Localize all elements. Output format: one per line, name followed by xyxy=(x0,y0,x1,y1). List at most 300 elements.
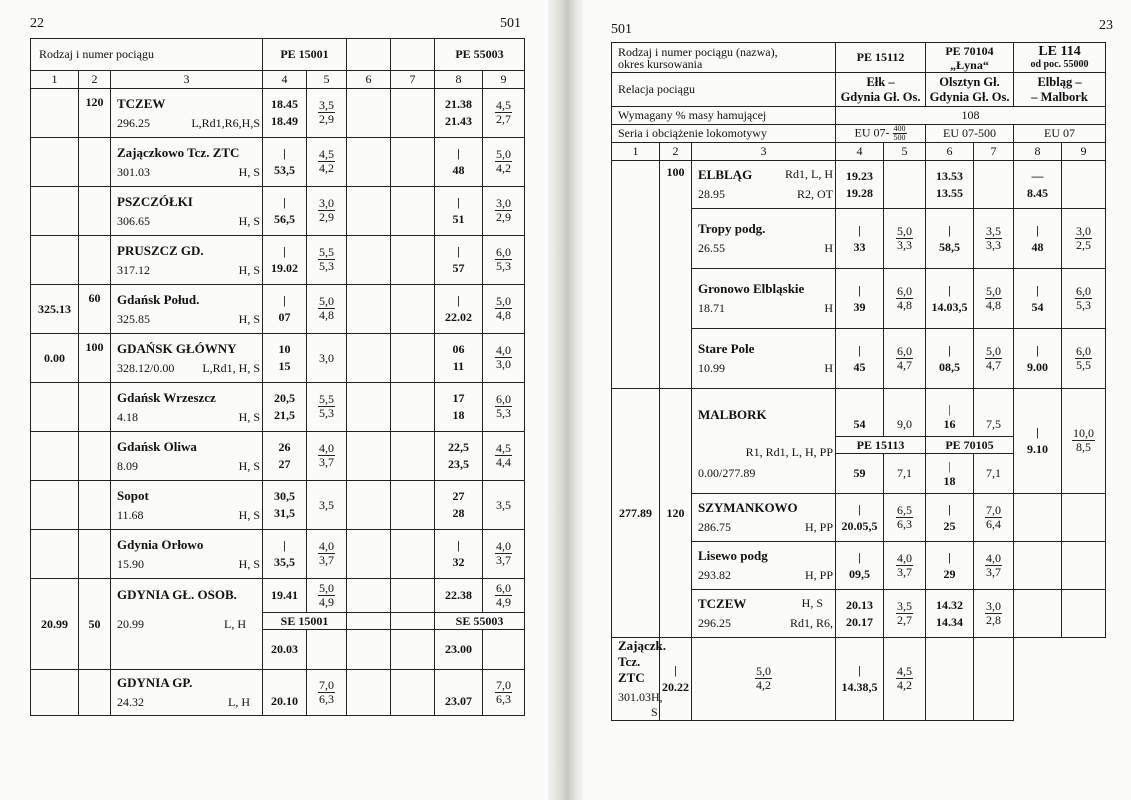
speed-cell xyxy=(79,236,111,285)
loco-1-load xyxy=(893,125,907,142)
train-a-arrival: 19.41 xyxy=(263,579,307,613)
column-number: 3 xyxy=(111,71,263,89)
runtime-fraction xyxy=(318,352,335,365)
train-3-time-arr: | xyxy=(1036,222,1039,237)
station-km: 306.65 xyxy=(117,213,150,228)
station-km: 18.71 xyxy=(698,301,725,315)
runtime-fraction-top: 3,0 xyxy=(496,196,512,210)
speed-cell xyxy=(79,138,111,187)
runtime-fraction-bottom: 2,9 xyxy=(496,210,512,224)
station-codes: H, S xyxy=(238,458,261,473)
runtime-fraction xyxy=(495,246,512,273)
train-b-times xyxy=(435,285,483,334)
station-name: GDYNIA GP. xyxy=(117,675,193,690)
train-b-times xyxy=(435,89,483,138)
station-km: 296.25 xyxy=(117,115,150,130)
train-b-time xyxy=(437,488,480,522)
station-row xyxy=(31,89,525,138)
train-a-times xyxy=(263,285,307,334)
station-km: 20.99 xyxy=(117,617,144,631)
column-number: 7 xyxy=(974,143,1014,161)
train-a-time xyxy=(265,145,304,179)
station-info xyxy=(698,361,833,376)
runtime-fraction-bottom: 5,3 xyxy=(496,406,512,420)
train-3-period: od poc. 55000 xyxy=(1030,58,1089,70)
train-1-time-dep: 09,5 xyxy=(849,566,870,581)
empty-cell xyxy=(391,481,435,530)
speed-cell xyxy=(79,383,111,432)
continuation-train-1: PE 15113 xyxy=(836,437,926,454)
train-2-runtime xyxy=(974,494,1014,542)
speed-cell: 120 xyxy=(79,89,111,138)
train-2-time-dep: 14.34 xyxy=(936,614,964,629)
train-a-times xyxy=(263,187,307,236)
column-number: 5 xyxy=(884,143,926,161)
train-2-time-arr: | xyxy=(948,222,951,237)
station-info xyxy=(117,617,260,632)
km-cell xyxy=(31,236,79,285)
runtime-fraction-top: 7,0 xyxy=(986,502,1002,517)
train-1-runtime xyxy=(884,494,926,542)
station-codes: L,Rd1, H, S xyxy=(202,360,261,375)
train-a-runtime xyxy=(307,285,347,334)
runtime-fraction-bottom: 6,3 xyxy=(897,516,912,531)
runtime-fraction xyxy=(1072,427,1095,454)
runtime-fraction xyxy=(318,499,335,512)
station-row xyxy=(31,138,525,187)
column-number: 2 xyxy=(79,71,111,89)
empty-cell xyxy=(347,613,391,630)
train-2-time xyxy=(928,549,971,583)
runtime-fraction-top: 5,0 xyxy=(986,283,1002,298)
loco-1-load-bottom: 500 xyxy=(893,133,906,142)
runtime-fraction xyxy=(318,582,335,609)
train-b-times xyxy=(435,138,483,187)
train-2-time xyxy=(928,597,971,631)
runtime-fraction-top: 4,0 xyxy=(319,539,335,553)
station-title-line xyxy=(698,548,833,564)
train-1-arrival: 54 xyxy=(836,389,884,437)
runtime-fraction-bottom: 3,3 xyxy=(986,237,1002,252)
pass-mark: | xyxy=(948,458,951,473)
km-cell xyxy=(31,670,79,716)
train-1-time xyxy=(838,282,881,316)
speed-cell xyxy=(79,481,111,530)
left-timetable xyxy=(30,38,525,716)
station-cell xyxy=(111,579,263,670)
train-a-runtime xyxy=(307,530,347,579)
relation-row xyxy=(612,73,1106,107)
runtime-fraction-top: 3,0 xyxy=(986,598,1002,613)
runtime-fraction xyxy=(495,99,512,126)
relation-3 xyxy=(1014,73,1106,107)
empty-cell xyxy=(1014,494,1062,542)
empty-cell xyxy=(1062,542,1106,590)
train-b-time-arr: 06 xyxy=(452,342,465,356)
train-b-time xyxy=(437,390,480,424)
train-a-time xyxy=(265,243,304,277)
runtime-fraction-bottom: 2,9 xyxy=(319,112,335,126)
train-2-runtime xyxy=(974,269,1014,329)
continuation-train-a: SE 15001 xyxy=(263,613,347,630)
runtime-fraction xyxy=(985,552,1002,579)
runtime-fraction xyxy=(318,393,335,420)
relation-1-to: Gdynia Gł. Os. xyxy=(840,89,921,104)
runtime-fraction-top: 7,0 xyxy=(319,677,335,692)
train-b-number: PE 55003 xyxy=(435,39,525,71)
station-codes: H xyxy=(824,301,833,315)
train-1-time-arr: | xyxy=(858,342,861,357)
train-2-runtime: 7,5 xyxy=(974,389,1014,437)
station-codes: R1, Rd1, L, H, PP xyxy=(745,445,833,459)
train-2-time xyxy=(928,501,971,535)
km-cell: 325.13 xyxy=(31,285,79,334)
station-km: 286.75 xyxy=(698,520,731,534)
empty-cell xyxy=(347,670,391,716)
station-cell xyxy=(111,670,263,716)
runtime-fraction-bottom: 4,2 xyxy=(756,678,771,692)
station-cell xyxy=(692,590,836,638)
empty-cell xyxy=(347,432,391,481)
empty-cell xyxy=(347,138,391,187)
station-title-line xyxy=(698,167,833,183)
train-1-time xyxy=(838,549,881,583)
relation-label: Relacja pociągu xyxy=(612,73,836,107)
empty-cell xyxy=(391,236,435,285)
runtime-fraction xyxy=(495,442,512,469)
runtime-fraction xyxy=(1075,285,1092,312)
train-a-runtime xyxy=(307,138,347,187)
train-a-time-arr: 18.45 xyxy=(271,97,299,111)
section-number: 501 xyxy=(500,16,521,31)
relation-1 xyxy=(836,73,926,107)
train-a-time-arr: | xyxy=(283,195,286,209)
station-km: 15.90 xyxy=(117,556,144,571)
runtime-fraction-bottom: 3,0 xyxy=(319,350,335,365)
train-1-time-dep: 19.28 xyxy=(846,185,873,200)
runtime-fraction-top: 6,0 xyxy=(496,580,512,595)
runtime-fraction-top: 5,0 xyxy=(897,223,912,238)
station-info xyxy=(117,214,260,229)
train-a-time-dep: 15 xyxy=(278,359,291,373)
train-3-times xyxy=(1014,209,1062,269)
train-b-runtime xyxy=(483,579,525,613)
train-2-runtime xyxy=(974,209,1014,269)
train-3-runtime xyxy=(1062,329,1106,389)
train-b-time-arr: 21.38 xyxy=(445,97,473,111)
column-number: 6 xyxy=(926,143,974,161)
station-name: GDAŃSK GŁÓWNY xyxy=(117,340,237,356)
station-km: 24.32 xyxy=(117,695,144,709)
train-a-runtime xyxy=(307,187,347,236)
station-title-line xyxy=(698,596,833,612)
train-a-time-arr: | xyxy=(283,146,286,160)
station-km: 301.03 xyxy=(117,164,150,179)
train-1-runtime xyxy=(692,638,836,721)
station-name: Sopot xyxy=(117,487,149,503)
empty-cell xyxy=(391,630,435,670)
runtime-fraction xyxy=(495,582,512,609)
braking-row xyxy=(612,107,1106,125)
train-b-times xyxy=(435,481,483,530)
train-a-time-dep: 07 xyxy=(278,310,291,324)
runtime-fraction-bottom: 3,0 xyxy=(496,357,512,371)
train-b-arrival: 23.07 xyxy=(435,670,483,716)
empty-cell xyxy=(391,670,435,716)
speed-cell xyxy=(79,187,111,236)
train-a-time xyxy=(265,194,304,228)
train-a-runtime xyxy=(307,236,347,285)
station-km: 328.12/0.00 xyxy=(117,360,175,375)
station-info xyxy=(698,241,833,256)
station-km: 4.18 xyxy=(117,409,138,424)
empty-cell xyxy=(347,236,391,285)
train-3-runtime xyxy=(1062,389,1106,494)
train-b-time-dep: 48 xyxy=(452,163,465,177)
station-row xyxy=(31,383,525,432)
station-cell xyxy=(111,432,263,481)
train-2-time xyxy=(928,342,971,376)
train-1-runtime xyxy=(884,269,926,329)
station-info xyxy=(117,410,260,425)
runtime-fraction-top: 4,5 xyxy=(496,98,512,112)
station-km: 26.55 xyxy=(698,241,725,255)
km-cell: 0.00 xyxy=(31,334,79,383)
train-1-times xyxy=(836,209,884,269)
runtime-fraction-top: 5,0 xyxy=(319,580,335,595)
empty-cell xyxy=(391,613,435,630)
train-2-times xyxy=(926,590,974,638)
station-title-line xyxy=(698,221,833,237)
station-km: 10.99 xyxy=(698,361,725,375)
train-2-arrival xyxy=(926,389,974,437)
runtime-fraction-bottom: 3,7 xyxy=(496,553,512,567)
runtime-fraction-bottom: 5,3 xyxy=(1076,297,1092,312)
km-cell xyxy=(31,530,79,579)
runtime-fraction-top: 7,0 xyxy=(496,677,512,692)
station-name: ELBLĄG xyxy=(698,167,753,182)
train-type-label xyxy=(612,43,836,73)
train-2-code: PE 70104 xyxy=(945,43,994,58)
station-info xyxy=(698,616,833,631)
train-a-time xyxy=(265,341,304,375)
empty-header xyxy=(347,39,391,71)
relation-1-from: Ełk – xyxy=(866,74,895,89)
train-b-departure: 23.00 xyxy=(435,630,483,670)
station-row xyxy=(31,670,525,716)
train-b-time-dep: 21.43 xyxy=(445,114,473,128)
train-3-time-dep: 48 xyxy=(1031,239,1044,254)
train-a-times xyxy=(263,481,307,530)
runtime-fraction-bottom: 5,3 xyxy=(319,259,335,273)
station-info xyxy=(618,690,663,720)
empty-cell xyxy=(307,630,347,670)
train-2-time xyxy=(928,222,971,256)
runtime-fraction-bottom: 5,5 xyxy=(1076,357,1092,372)
runtime-fraction xyxy=(495,393,512,420)
train-2-time-arr: | xyxy=(948,282,951,297)
empty-cell xyxy=(347,579,391,613)
runtime-fraction-top: 3,0 xyxy=(319,196,335,210)
station-codes: H, PP xyxy=(804,520,833,534)
train-a-time xyxy=(265,439,304,473)
runtime-fraction xyxy=(985,600,1002,627)
runtime-fraction-top: 6,0 xyxy=(1076,343,1092,358)
train-1-time-dep: 33 xyxy=(853,239,866,254)
loco-3: EU 07 xyxy=(1014,125,1106,143)
train-a-times xyxy=(263,530,307,579)
train-3-time-arr: | xyxy=(1036,282,1039,297)
train-3-time-dep: 9.10 xyxy=(1027,442,1049,456)
station-cell xyxy=(692,329,836,389)
station-row xyxy=(612,638,1106,721)
station-row xyxy=(31,334,525,383)
train-a-runtime xyxy=(307,383,347,432)
train-2-time-arr: | xyxy=(948,342,951,357)
station-codes: H, S xyxy=(238,164,261,179)
runtime-fraction xyxy=(985,285,1002,312)
train-1-runtime xyxy=(884,590,926,638)
runtime-fraction-bottom: 3,3 xyxy=(897,237,912,252)
station-name: Gdańsk Wrzeszcz xyxy=(117,389,216,405)
train-a-time-dep: 21,5 xyxy=(274,408,296,422)
train-b-time-dep: 11 xyxy=(452,359,465,373)
column-number: 4 xyxy=(836,143,884,161)
train-a-time xyxy=(265,292,304,326)
header-row xyxy=(612,43,1106,73)
train-a-time-arr: | xyxy=(283,538,286,552)
station-name: Gronowo Elbląskie xyxy=(698,281,805,296)
runtime-fraction xyxy=(495,344,512,371)
runtime-fraction xyxy=(318,442,335,469)
train-1-time xyxy=(662,662,689,696)
column-number: 7 xyxy=(391,71,435,89)
train-2-time xyxy=(928,168,971,202)
train-3-time-arr: — xyxy=(1031,168,1044,183)
train-a-time-dep: 27 xyxy=(278,457,291,471)
station-cell xyxy=(111,334,263,383)
train-1-time-arr: | xyxy=(858,549,861,564)
station-name: SZYMANKOWO xyxy=(698,500,798,515)
train-1-time xyxy=(838,168,881,202)
station-cell xyxy=(111,89,263,138)
runtime-fraction-bottom: 3,5 xyxy=(319,497,335,512)
train-2-runtime xyxy=(974,329,1014,389)
relation-3-to: – Malbork xyxy=(1031,89,1088,104)
train-b-times xyxy=(435,432,483,481)
runtime-fraction xyxy=(1075,345,1092,372)
train-b-time-dep: 28 xyxy=(452,506,465,520)
train-b-time-dep: 57 xyxy=(452,261,465,275)
train-a-times xyxy=(263,89,307,138)
km-cell: 20.99 xyxy=(31,579,79,670)
station-row xyxy=(31,481,525,530)
station-info xyxy=(698,187,833,202)
station-info xyxy=(698,301,833,316)
right-timetable xyxy=(611,42,1106,721)
runtime-fraction-top: 4,0 xyxy=(986,550,1002,565)
runtime-fraction-top: 3,5 xyxy=(897,598,912,613)
empty-cell xyxy=(1014,542,1062,590)
station-title-line xyxy=(698,341,833,357)
station-info xyxy=(117,361,260,376)
train-b-runtime xyxy=(483,670,525,716)
station-name: Zajączkowo Tcz. ZTC xyxy=(117,144,240,160)
station-row-gdynia xyxy=(31,579,525,613)
station-name: Gdańsk Oliwa xyxy=(117,438,197,454)
runtime-fraction xyxy=(318,295,335,322)
column-number: 4 xyxy=(263,71,307,89)
train-1-time-arr: | xyxy=(858,501,861,516)
train-b-time-arr: | xyxy=(457,244,460,258)
runtime-fraction-bottom: 3,7 xyxy=(897,564,912,579)
runtime-fraction xyxy=(896,665,913,692)
station-row xyxy=(612,161,1106,209)
train-3-times xyxy=(1014,329,1062,389)
train-2-times xyxy=(836,638,884,721)
runtime-fraction-bottom: 2,8 xyxy=(986,612,1002,627)
label-line: Rodzaj i numer pociągu (nazwa), xyxy=(618,44,778,59)
station-codes: H, S xyxy=(238,409,261,424)
train-a-times xyxy=(263,432,307,481)
station-name: Gdynia Orłowo xyxy=(117,536,204,552)
train-a-time-dep: 31,5 xyxy=(274,506,296,520)
pass-mark: | xyxy=(948,402,951,416)
column-number: 1 xyxy=(612,143,660,161)
runtime-fraction-top: 5,0 xyxy=(986,343,1002,358)
train-b-time-dep: 51 xyxy=(452,212,465,226)
train-b-time-arr: | xyxy=(457,146,460,160)
train-b-time xyxy=(437,194,480,228)
station-codes-top: Rd1, L, H xyxy=(785,167,833,181)
km-cell xyxy=(31,89,79,138)
station-cell xyxy=(111,236,263,285)
km-cell xyxy=(31,138,79,187)
train-1-time xyxy=(838,222,881,256)
station-info xyxy=(117,695,260,710)
runtime-fraction-bottom: 6,3 xyxy=(319,691,335,706)
station-km: 301.03 xyxy=(618,690,651,704)
empty-cell xyxy=(347,481,391,530)
train-2-times xyxy=(926,494,974,542)
train-b-time-arr: | xyxy=(457,538,460,552)
right-page xyxy=(583,0,1131,800)
train-b-runtime xyxy=(483,89,525,138)
column-number: 3 xyxy=(692,143,836,161)
station-cell xyxy=(692,389,836,494)
runtime-fraction-top: 5,0 xyxy=(756,664,771,678)
train-2-time-dep: 58,5 xyxy=(939,239,961,254)
train-3-times xyxy=(1014,161,1062,209)
train-2-name: „Łyna“ xyxy=(950,57,989,72)
runtime-fraction-top: 5,5 xyxy=(319,392,335,406)
runtime-fraction xyxy=(318,148,335,175)
train-2-times xyxy=(926,269,974,329)
train-3-times xyxy=(1014,269,1062,329)
station-name: Stare Pole xyxy=(698,341,755,356)
train-2-arrival-time: 16 xyxy=(943,417,956,431)
train-b-runtime xyxy=(483,530,525,579)
runtime-fraction-bottom: 2,9 xyxy=(319,210,335,224)
empty-cell xyxy=(391,432,435,481)
station-km: 11.68 xyxy=(117,507,144,522)
runtime-fraction-bottom: 3,5 xyxy=(496,497,512,512)
train-b-time-arr: 27 xyxy=(452,489,465,503)
train-1-time-dep: 20.17 xyxy=(846,614,873,629)
runtime-fraction-top: 4,5 xyxy=(319,147,335,161)
column-number: 8 xyxy=(1014,143,1062,161)
runtime-fraction-bottom: 8,5 xyxy=(1076,440,1092,454)
